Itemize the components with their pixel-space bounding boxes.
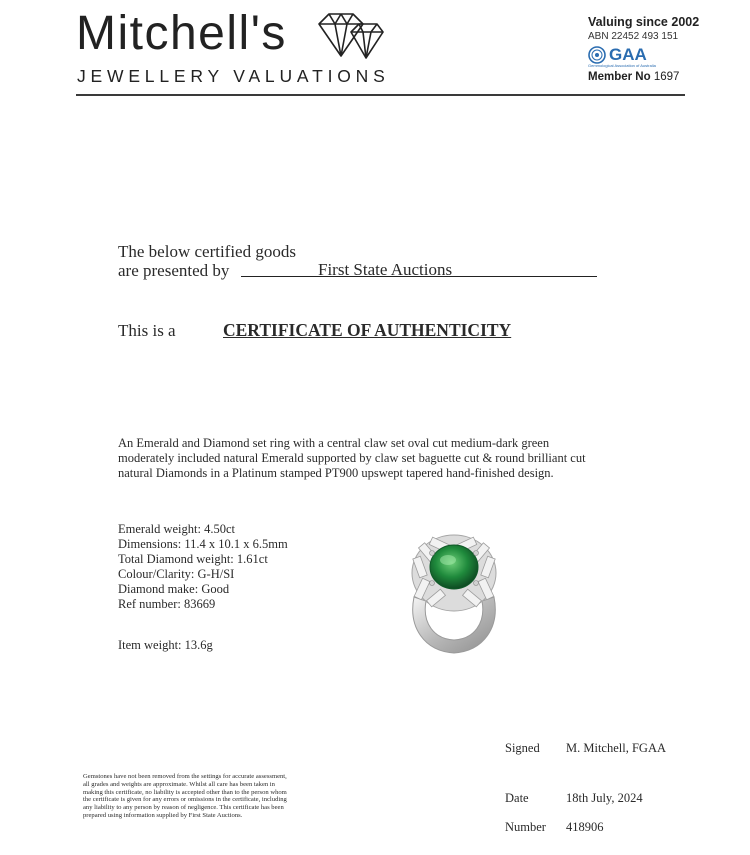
intro-line-1: The below certified goods — [118, 242, 296, 261]
intro-line-2: are presented by — [118, 261, 230, 280]
signed-label: Signed — [505, 741, 540, 755]
header-rule — [76, 94, 685, 96]
spec-emerald-weight: Emerald weight: 4.50ct — [118, 522, 235, 536]
gaa-badge — [588, 45, 708, 65]
member-label: Member No — [588, 71, 651, 83]
valuing-since: Valuing since 2002 — [588, 15, 700, 29]
header-credentials — [588, 15, 708, 83]
signed-value: M. Mitchell, FGAA — [566, 741, 666, 755]
date-value: 18th July, 2024 — [566, 791, 643, 805]
certificate-prefix: This is a — [118, 321, 176, 340]
gaa-subtitle: Gemmological Association of Australia — [588, 63, 656, 68]
disclaimer: Gemstones have not been removed from the settings for accurate assessment, all grades and weights are approximate. Whilst all care has been taken in making this certificate, no liability is accepted other than to the person whom the certificate is given for any errors or omissions in the certificate, including any liability to any person by reason of negligence. This certificate has been prepared using information supplied by First State Auctions. — [83, 773, 287, 819]
spec-diamond-weight: Total Diamond weight: 1.61ct — [118, 552, 268, 566]
tagline: JEWELLERY VALUATIONS — [77, 66, 390, 86]
spec-diamond-make: Diamond make: Good — [118, 582, 230, 596]
member-number — [588, 71, 708, 83]
gaa-label: GAA — [609, 45, 647, 64]
brand-name: Mitchell's — [76, 7, 287, 60]
spec-colour-clarity: Colour/Clarity: G-H/SI — [118, 567, 235, 581]
spec-dimensions: Dimensions: 11.4 x 10.1 x 6.5mm — [118, 537, 288, 551]
gaa-seal-icon — [588, 46, 606, 64]
spec-ref-number: Ref number: 83669 — [118, 597, 216, 611]
presenter-name: First State Auctions — [318, 260, 453, 279]
date-label: Date — [505, 791, 529, 805]
number-label: Number — [505, 820, 546, 834]
certificate-title: CERTIFICATE OF AUTHENTICITY — [223, 320, 512, 340]
abn-number: ABN 22452 493 151 — [588, 31, 679, 42]
item-description: An Emerald and Diamond set ring with a central claw set oval cut medium-dark green moderately included natural Emerald supported by claw set baguette cut & round brilliant cut natural Diamonds in a Platinum stamped PT900 upswept tapered hand-finished design. — [118, 436, 586, 480]
ring-photo — [398, 527, 510, 655]
item-weight: Item weight: 13.6g — [118, 638, 213, 652]
number-value: 418906 — [566, 820, 604, 834]
diamond-logo-icon — [313, 10, 385, 66]
member-value: 1697 — [653, 71, 680, 83]
spec-list — [118, 522, 288, 612]
